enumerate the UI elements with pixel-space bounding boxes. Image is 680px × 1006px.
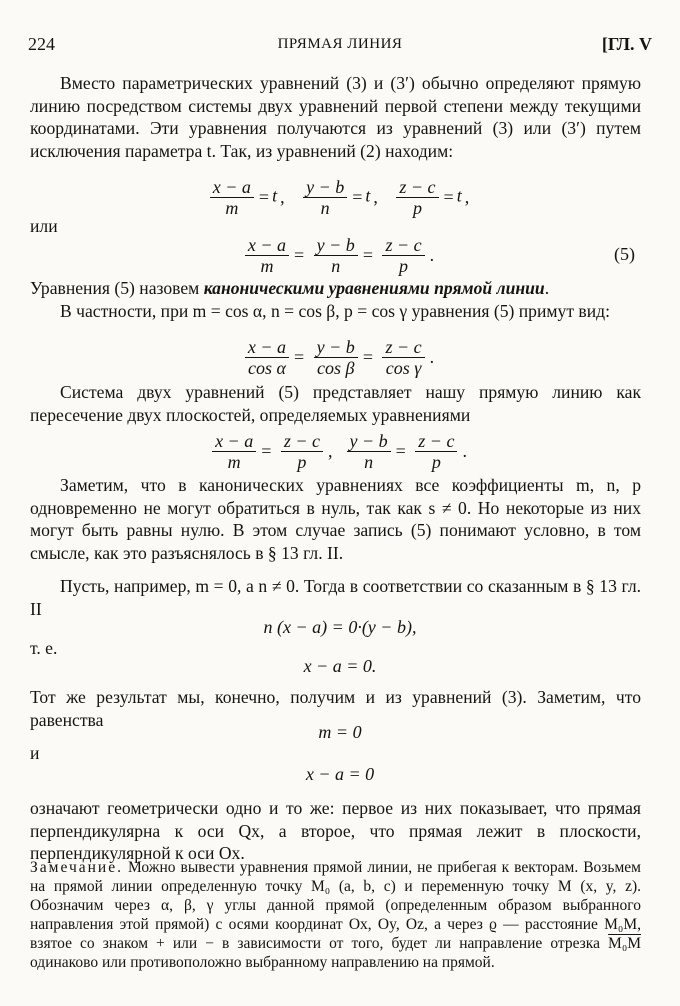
word-or: или xyxy=(30,216,58,236)
frac-numerator: z − c xyxy=(396,178,438,198)
paragraph-example: Пусть, например, m = 0, а n ≠ 0. Тогда в соответствии со сказанным в § 13 гл. II xyxy=(30,576,641,619)
paragraph-coefficients: Заметим, что в канонических уравнениях все коэффициенты m, n, p одновременно не могут обратиться в нуль, так как s ≠ 0. Но некоторые из них могут быть равны нулю. В этом случае запись (5) понимают условно, в том смысле, как это разъяснялось в § 13 гл. II. xyxy=(30,475,641,563)
paragraph-geometric: означают геометрически одно и то же: первое из них показывает, что прямая перпендикулярна к оси Qx, а второе, что прямая лежит в плоскости, перпендикулярной к оси Ox. xyxy=(30,798,641,863)
remark-title: Замечание. xyxy=(30,859,123,876)
frac-denominator: n xyxy=(364,452,374,472)
frac-denominator: p xyxy=(399,256,409,276)
rhs-t: t xyxy=(456,185,462,206)
equation-number: (5) xyxy=(614,244,635,264)
remark-text: Можно вывести уравнения прямой линии, не прибегая к векторам. Возьмем на прямой линии определенную точку M₀ (a, b, c) и переменную точку M (x, y, z). Обозначим через α, β, γ углы данной прямой (определенным образом выбранного направления этой прямой) с осями координат Ox, Oy, Oz, а через ϱ — расстояние M₀M, взятое со знаком + или − в зависимости от того, будет ли направление отрезка xyxy=(30,859,641,952)
equation-direction-cosines: $\frac{x - a}{\text{cos α}}$ = $\frac{y - b}{\text{cos β}}$ = $\frac{z - c}{\text{cos γ}}$ . xyxy=(0,338,680,377)
frac-numerator: y − b xyxy=(303,178,347,198)
rhs-t: t xyxy=(272,185,278,206)
frac-numerator: z − c xyxy=(415,432,457,452)
running-title: ПРЯМАЯ ЛИНИЯ xyxy=(277,36,403,52)
frac-numerator: x − a xyxy=(245,338,289,358)
equation-parametric: $\frac{x - a}{m}$ = t , $\frac{y - b}{n}$ = t , $\frac{z - c}{p}$ = t , xyxy=(0,178,680,217)
frac-denominator: cos γ xyxy=(385,358,422,378)
equation-n: n (x − a) = 0·(y − b), xyxy=(263,617,417,637)
frac-denominator: p xyxy=(412,198,422,218)
word-and: и xyxy=(30,743,40,763)
frac-denominator: p xyxy=(431,452,441,472)
page-header xyxy=(28,34,652,58)
paragraph-intro: Вместо параметрических уравнений (3) и (3′) обычно определяют прямую линию посредством системы двух уравнений первой степени между текущими координатами. Эти уравнения получаются из уравнений (3) или (3′) путем исключения параметра t. Так, из уравнений (2) находим: xyxy=(30,73,641,161)
page-number: 224 xyxy=(28,34,55,54)
equation-x-minus-a-2: x − a = 0 xyxy=(305,764,375,784)
frac-numerator: z − c xyxy=(281,432,323,452)
remark-text-end: одинаково или противоположно выбранному направлению на прямой. xyxy=(30,954,495,971)
equation-planes: $\frac{x - a}{m}$ = $\frac{z - c}{p}$ , $\frac{y - b}{n}$ = $\frac{z - c}{p}$ . xyxy=(0,432,680,471)
paragraph-special-case: В частности, при m = cos α, n = cos β, p = cos γ уравнения (5) примут вид: xyxy=(60,301,610,321)
paragraph-result: Тот же результат мы, конечно, получим и из уравнений (3). Заметим, что равенства xyxy=(30,687,641,730)
frac-numerator: x − a xyxy=(210,178,254,198)
segment-label: M₀M xyxy=(608,935,641,952)
frac-denominator: cos β xyxy=(317,358,355,378)
frac-denominator: n xyxy=(331,256,341,276)
equation-x-minus-a-1: x − a = 0. xyxy=(303,656,377,676)
frac-numerator: y − b xyxy=(314,338,358,358)
frac-numerator: y − b xyxy=(314,236,358,256)
paragraph-definition xyxy=(30,277,641,300)
word-that-is: т. е. xyxy=(30,638,58,658)
frac-denominator: m xyxy=(227,452,241,472)
paragraph-planes: Система двух уравнений (5) представляет нашу прямую линию как пересечение двух плоскостей, определяемых уравнениями xyxy=(30,382,641,425)
rhs-t: t xyxy=(365,185,371,206)
equation-canonical: $\frac{x - a}{m}$ = $\frac{y - b}{n}$ = $\frac{z - c}{p}$ . xyxy=(0,236,680,275)
remark xyxy=(30,858,641,972)
frac-numerator: z − c xyxy=(382,338,424,358)
frac-numerator: y − b xyxy=(347,432,391,452)
chapter-label: [ГЛ. V xyxy=(601,34,652,54)
definition-text: Уравнения (5) назовем xyxy=(30,278,204,298)
frac-denominator: n xyxy=(320,198,330,218)
definition-end: . xyxy=(544,278,550,298)
definition-term: каноническими уравнениями прямой линии xyxy=(203,278,545,298)
frac-denominator: cos α xyxy=(247,358,286,378)
frac-numerator: z − c xyxy=(382,236,424,256)
equation-m-zero: m = 0 xyxy=(318,722,362,742)
frac-numerator: x − a xyxy=(245,236,289,256)
frac-denominator: m xyxy=(225,198,239,218)
frac-denominator: m xyxy=(260,256,274,276)
frac-numerator: x − a xyxy=(212,432,256,452)
frac-denominator: p xyxy=(297,452,307,472)
